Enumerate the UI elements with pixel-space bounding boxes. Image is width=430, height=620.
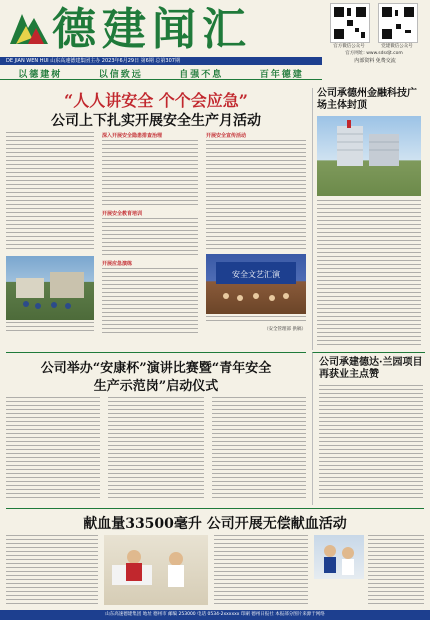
article-1-body-col1 [6,132,94,252]
article-1-subhead-3: 开展应急演练 [102,261,133,267]
issue-bar: DE JIAN WEN HUI 山东高速德建集团主办 2023年6月29日 第6期 总第307期 [0,57,322,65]
article-5-photo-1 [104,535,208,605]
article-1-subhead-4: 开展安全宣传活动 [206,133,247,139]
article-1-body-col2a [102,140,198,208]
article-safety-month [6,88,306,350]
internal-note: 内部资料 免费交流 [354,58,396,64]
article-2-photo [317,116,421,196]
article-1-body-col3 [206,140,306,250]
article-3-body [319,385,423,501]
newspaper-title: 德建闻汇 [52,4,252,55]
slogan-1: 以德建树 [18,70,63,80]
article-4-headline-2: 生产示范岗”启动仪式 [93,379,219,394]
slogan-4: 百年德建 [259,70,304,80]
article-1-photo-2 [206,254,306,314]
article-2-body [317,200,421,346]
footer-bar: 山东高速德建集团 地址 德州市 邮编 253000 电话 0534-2xxxxxx 印刷 德州日报社 本报部分图片来源于网络 [0,610,430,620]
article-1-byline: （安全管理部 供稿） [264,327,306,332]
article-1-subhead-2: 开展安全教育培训 [102,211,143,217]
qr-code-official [330,3,370,43]
article-4-body-col1 [6,397,100,501]
slogan-row [0,67,322,80]
article-ankang-cup [6,352,306,505]
article-1-subhead-1: 深入开展安全隐患排查治理 [102,133,163,139]
article-5-photo-2 [314,535,364,579]
article-5-body-col3 [368,535,424,607]
slogan-2: 以信致远 [98,70,143,80]
article-4-body-col2 [108,397,204,501]
qr-code-party [378,3,418,43]
website-text: 官方网址: www.sdsdjt.com [345,51,403,56]
article-1-photo-1 [6,256,94,320]
article-delan-project [312,352,425,505]
article-5-body-col2 [214,535,308,607]
article-1-headline-1: “人人讲安全 个个会应急” [64,91,248,110]
group-logo [8,8,50,48]
article-5-headline: 献血量33500毫升 公司开展无偿献血活动 [83,516,347,532]
article-1-caption-1 [6,322,94,334]
article-1-body-col2c [102,268,198,334]
qr-label-party: 党建微信公众号 [381,44,413,49]
article-finance-plaza [312,88,429,350]
article-2-headline: 公司承德州金融科技广场主体封顶 [317,88,417,111]
article-blood-donation [6,508,424,609]
qr-label-official: 官方微信公众号 [333,44,365,49]
article-3-headline: 公司承建德达·兰园项目再获业主点赞 [319,357,423,380]
article-1-body-col2b [102,218,198,258]
article-1-caption-2 [206,316,306,324]
masthead [0,0,430,82]
article-4-headline-1: 公司举办“安康杯”演讲比赛暨“青年安全 [40,361,272,376]
article-4-body-col3 [212,397,306,501]
slogan-3: 自强不息 [179,70,224,80]
photo-banner-text: 安全文艺汇演 [232,270,280,279]
article-1-headline-2: 公司上下扎实开展安全生产月活动 [51,113,261,129]
article-5-body-col1 [6,535,98,607]
